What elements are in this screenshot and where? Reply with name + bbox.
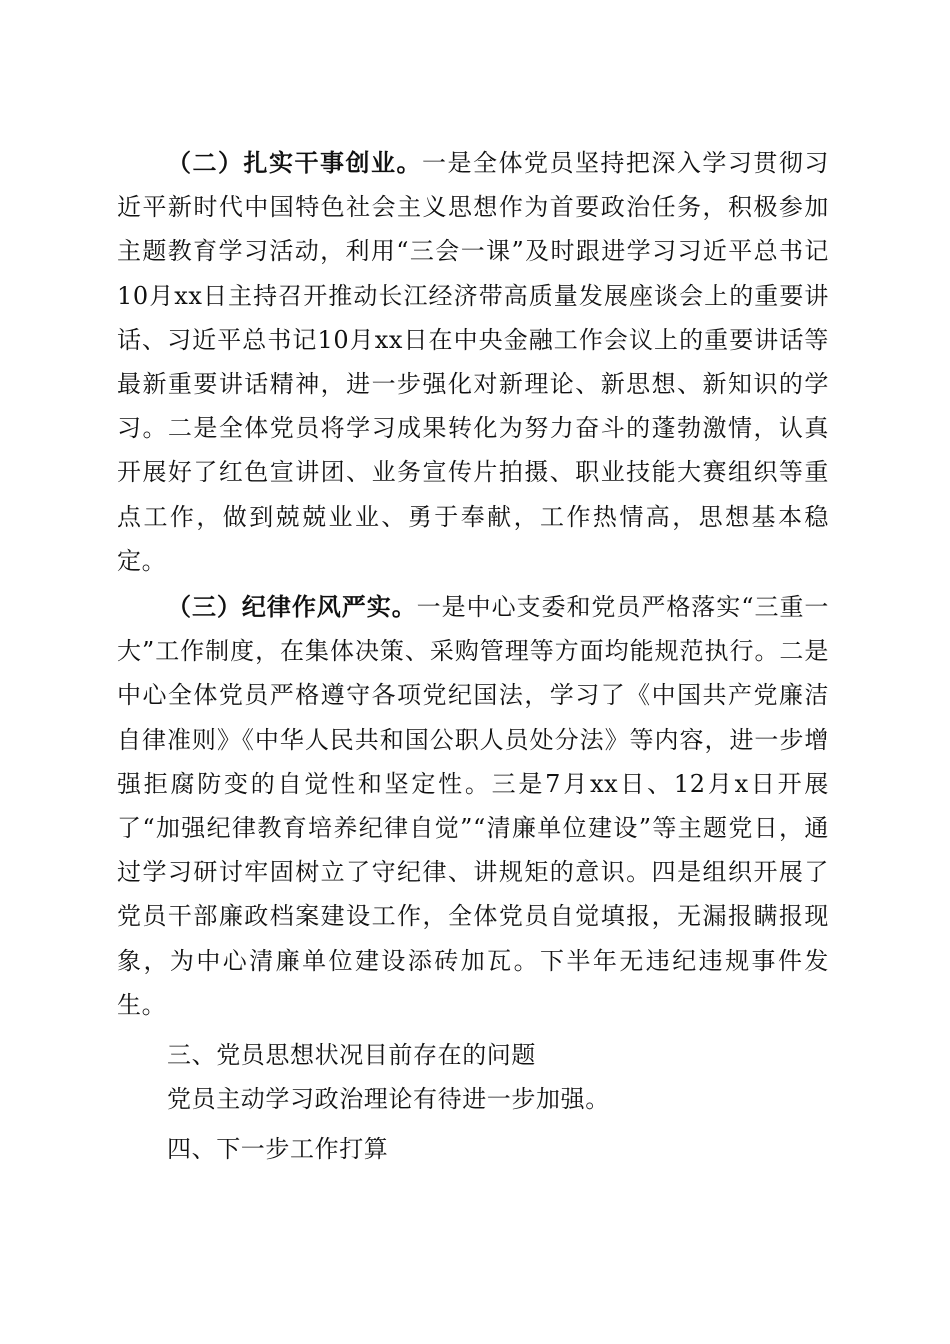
paragraph-section-two [117, 141, 829, 583]
heading-next-steps: 四、下一步工作打算 [167, 1135, 389, 1164]
heading-current-problems: 三、党员思想状况目前存在的问题 [167, 1041, 536, 1070]
section-three-body: 一是中心支委和党员严格落实“三重一大”工作制度，在集体决策、采购管理等方面均能规范执行。二是中心全体党员严格遵守各项党纪国法，学习了《中国共产党廉洁自律准则》《中华人民共和国公职人员处分法》等内容，进一步增强拒腐防变的自觉性和坚定性。三是7月xx日、12月x日开展了“加强纪律教育培养纪律自觉”“清廉单位建设”等主题党日，通过学习研讨牢固树立了守纪律、讲规矩的意识。四是组织开展了党员干部廉政档案建设工作，全体党员自觉填报，无漏报瞒报现象，为中心清廉单位建设添砖加瓦。下半年无违纪违规事件发生。 [117, 593, 830, 1019]
paragraph-section-three [117, 585, 829, 1027]
section-three-lead: （三）纪律作风严实。 [167, 593, 417, 622]
document-body [117, 141, 829, 1171]
paragraph-problems: 党员主动学习政治理论有待进一步加强。 [167, 1085, 610, 1114]
section-two-body: 一是全体党员坚持把深入学习贯彻习近平新时代中国特色社会主义思想作为首要政治任务，积极参加主题教育学习活动，利用“三会一课”及时跟进学习习近平总书记10月xx日主持召开推动长江经济带高质量发展座谈会上的重要讲话、习近平总书记10月xx日在中央金融工作会议上的重要讲话等最新重要讲话精神，进一步强化对新理论、新思想、新知识的学习。二是全体党员将学习成果转化为努力奋斗的蓬勃激情，认真开展好了红色宣讲团、业务宣传片拍摄、职业技能大赛组织等重点工作，做到兢兢业业、勇于奉献，工作热情高，思想基本稳定。 [117, 149, 830, 575]
section-two-lead: （二）扎实干事创业。 [167, 149, 422, 177]
